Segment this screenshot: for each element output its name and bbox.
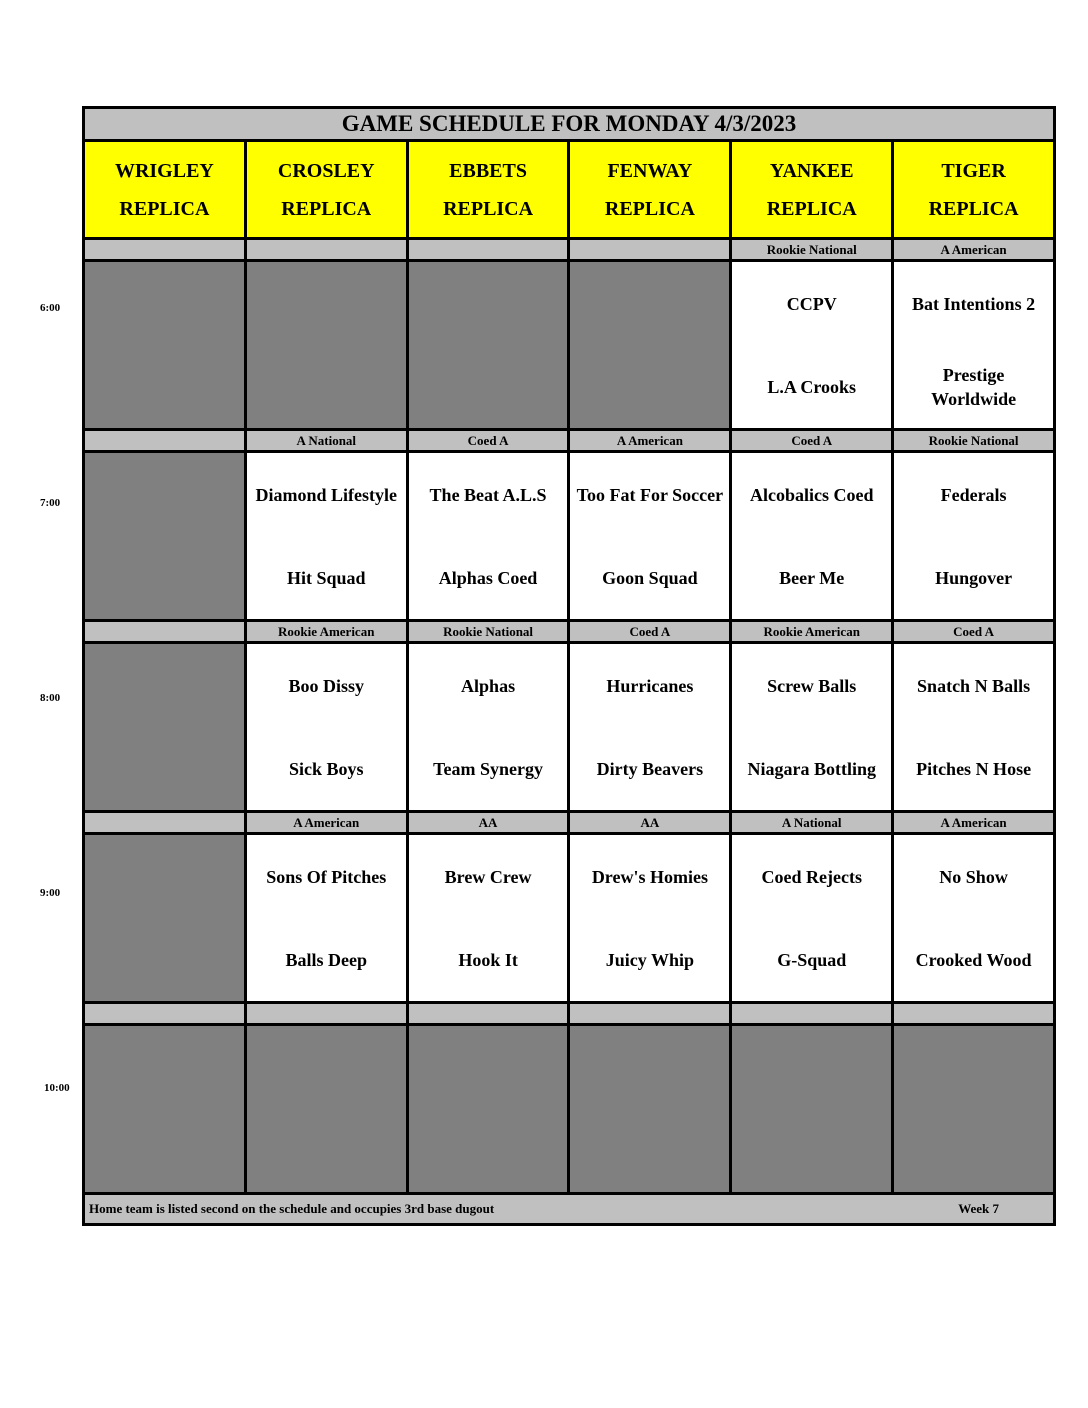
away-team: Too Fat For Soccer bbox=[576, 484, 724, 505]
game-cell bbox=[245, 834, 407, 1003]
empty-slot bbox=[407, 1025, 569, 1194]
field-subtitle: REPLICA bbox=[766, 197, 857, 220]
division-label: Rookie National bbox=[407, 621, 569, 643]
field-header-row bbox=[84, 141, 1055, 239]
division-row bbox=[84, 1003, 1055, 1025]
away-team: Hurricanes bbox=[606, 675, 694, 696]
time-label: 7:00 bbox=[40, 497, 61, 509]
away-team: Alphas bbox=[461, 675, 516, 696]
game-cell bbox=[569, 452, 731, 621]
week-label: Week 7 bbox=[958, 1201, 999, 1216]
home-team: Balls Deep bbox=[285, 949, 367, 970]
field-subtitle: REPLICA bbox=[928, 197, 1019, 220]
game-cell bbox=[245, 643, 407, 812]
time-label: 10:00 bbox=[44, 1082, 70, 1094]
footer bbox=[84, 1194, 1055, 1225]
page-title: GAME SCHEDULE FOR MONDAY 4/3/2023 bbox=[84, 108, 1055, 141]
division-label bbox=[84, 239, 246, 261]
field-header bbox=[245, 141, 407, 239]
home-team: Hungover bbox=[935, 567, 1013, 588]
division-label: A American bbox=[893, 812, 1055, 834]
division-label bbox=[569, 239, 731, 261]
footer-note: Home team is listed second on the schedule and occupies 3rd base dugout bbox=[89, 1201, 495, 1216]
home-team: Juicy Whip bbox=[605, 949, 694, 970]
field-name: TIGER bbox=[941, 159, 1006, 182]
away-team: CCPV bbox=[786, 293, 837, 314]
time-column bbox=[0, 0, 80, 1408]
empty-slot bbox=[84, 261, 246, 430]
home-team: Sick Boys bbox=[288, 758, 364, 779]
division-label bbox=[84, 812, 246, 834]
game-cell bbox=[407, 643, 569, 812]
away-team: Screw Balls bbox=[767, 675, 857, 696]
game-cell bbox=[569, 643, 731, 812]
empty-slot bbox=[731, 1025, 893, 1194]
footer-row bbox=[84, 1194, 1055, 1225]
field-name: EBBETS bbox=[449, 159, 527, 182]
field-subtitle: REPLICA bbox=[119, 197, 210, 220]
division-label bbox=[245, 1003, 407, 1025]
empty-slot bbox=[245, 1025, 407, 1194]
division-row bbox=[84, 621, 1055, 643]
game-row bbox=[84, 261, 1055, 430]
away-team: Boo Dissy bbox=[288, 675, 364, 696]
game-cell bbox=[569, 834, 731, 1003]
division-label bbox=[84, 430, 246, 452]
empty-slot bbox=[84, 834, 246, 1003]
away-team: Drew's Homies bbox=[591, 866, 708, 887]
game-cell bbox=[893, 643, 1055, 812]
empty-slot bbox=[245, 261, 407, 430]
game-cell bbox=[893, 452, 1055, 621]
game-row bbox=[84, 834, 1055, 1003]
division-label: Rookie National bbox=[893, 430, 1055, 452]
empty-slot bbox=[569, 261, 731, 430]
game-cell bbox=[731, 643, 893, 812]
division-label: Rookie American bbox=[731, 621, 893, 643]
away-team: Federals bbox=[940, 484, 1007, 505]
field-subtitle: REPLICA bbox=[443, 197, 534, 220]
empty-slot bbox=[84, 452, 246, 621]
time-label: 9:00 bbox=[40, 887, 61, 899]
away-team: Alcobalics Coed bbox=[749, 484, 874, 505]
home-team: Beer Me bbox=[779, 567, 845, 588]
division-label: Coed A bbox=[407, 430, 569, 452]
empty-slot bbox=[84, 643, 246, 812]
game-cell bbox=[893, 261, 1055, 430]
home-team: Hook It bbox=[458, 949, 518, 970]
time-label: 8:00 bbox=[40, 692, 61, 704]
division-label: A American bbox=[245, 812, 407, 834]
field-header bbox=[731, 141, 893, 239]
division-row bbox=[84, 812, 1055, 834]
game-cell bbox=[731, 261, 893, 430]
time-label: 6:00 bbox=[40, 302, 61, 314]
division-label: AA bbox=[569, 812, 731, 834]
field-name: YANKEE bbox=[769, 159, 854, 182]
home-team: Niagara Bottling bbox=[747, 758, 876, 779]
schedule-table bbox=[82, 106, 1056, 1226]
division-row bbox=[84, 430, 1055, 452]
home-team: Prestige Worldwide bbox=[931, 364, 1017, 409]
division-label: Rookie National bbox=[731, 239, 893, 261]
division-label: AA bbox=[407, 812, 569, 834]
home-team: L.A Crooks bbox=[767, 376, 857, 397]
empty-slot bbox=[407, 261, 569, 430]
division-label bbox=[893, 1003, 1055, 1025]
field-subtitle: REPLICA bbox=[604, 197, 695, 220]
away-team: Brew Crew bbox=[444, 866, 532, 887]
field-name: WRIGLEY bbox=[114, 159, 214, 182]
game-row bbox=[84, 452, 1055, 621]
empty-slot bbox=[893, 1025, 1055, 1194]
away-team: Coed Rejects bbox=[761, 866, 862, 887]
field-header bbox=[569, 141, 731, 239]
game-row bbox=[84, 643, 1055, 812]
division-label bbox=[84, 621, 246, 643]
game-cell bbox=[407, 834, 569, 1003]
division-label bbox=[569, 1003, 731, 1025]
empty-slot bbox=[84, 1025, 246, 1194]
field-header bbox=[893, 141, 1055, 239]
away-team: Bat Intentions 2 bbox=[912, 293, 1036, 314]
home-team: Pitches N Hose bbox=[916, 758, 1032, 779]
division-label bbox=[731, 1003, 893, 1025]
division-label bbox=[407, 239, 569, 261]
away-team: Sons Of Pitches bbox=[266, 866, 387, 887]
home-team: Crooked Wood bbox=[915, 949, 1032, 970]
division-label: A American bbox=[893, 239, 1055, 261]
home-team: G-Squad bbox=[777, 949, 847, 970]
game-cell bbox=[731, 834, 893, 1003]
division-label bbox=[84, 1003, 246, 1025]
division-row bbox=[84, 239, 1055, 261]
game-cell bbox=[731, 452, 893, 621]
division-label: Coed A bbox=[569, 621, 731, 643]
division-label: Coed A bbox=[893, 621, 1055, 643]
game-cell bbox=[407, 452, 569, 621]
division-label: Rookie American bbox=[245, 621, 407, 643]
home-team: Alphas Coed bbox=[438, 567, 538, 588]
home-team: Hit Squad bbox=[286, 567, 366, 588]
away-team: No Show bbox=[939, 866, 1008, 887]
division-label: A American bbox=[569, 430, 731, 452]
field-header bbox=[407, 141, 569, 239]
game-row bbox=[84, 1025, 1055, 1194]
empty-slot bbox=[569, 1025, 731, 1194]
field-name: FENWAY bbox=[607, 159, 693, 182]
division-label: A National bbox=[245, 430, 407, 452]
field-header bbox=[84, 141, 246, 239]
away-team: Snatch N Balls bbox=[917, 675, 1031, 696]
game-cell bbox=[893, 834, 1055, 1003]
division-label bbox=[407, 1003, 569, 1025]
field-name: CROSLEY bbox=[277, 159, 375, 182]
division-label: A National bbox=[731, 812, 893, 834]
field-subtitle: REPLICA bbox=[281, 197, 372, 220]
away-team: Diamond Lifestyle bbox=[255, 484, 397, 505]
away-team: The Beat A.L.S bbox=[429, 484, 547, 505]
home-team: Team Synergy bbox=[433, 758, 543, 779]
home-team: Dirty Beavers bbox=[596, 758, 704, 779]
division-label bbox=[245, 239, 407, 261]
division-label: Coed A bbox=[731, 430, 893, 452]
home-team: Goon Squad bbox=[602, 567, 698, 588]
game-cell bbox=[245, 452, 407, 621]
